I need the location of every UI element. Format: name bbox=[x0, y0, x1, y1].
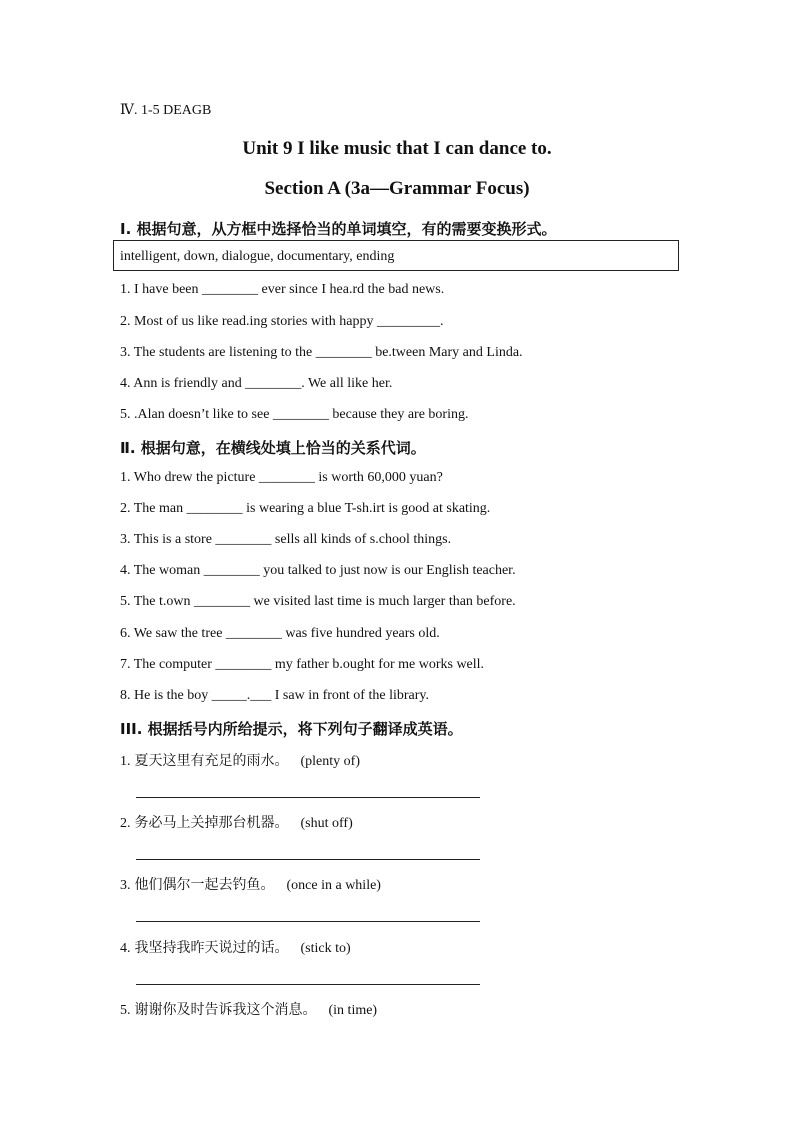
s3-hint: (stick to) bbox=[300, 941, 351, 956]
s2-question-3: 3. This is a store ________ sells all kinds of s.chool things. bbox=[120, 532, 452, 547]
s1-question-1: 1. I have been ________ ever since I hea.rd the bad news. bbox=[120, 282, 445, 297]
word-box bbox=[113, 240, 679, 271]
s3-question-2 bbox=[120, 812, 353, 832]
s1-question-4: 4. Ann is friendly and ________. We all like her. bbox=[120, 376, 393, 391]
answer-line-1[interactable] bbox=[136, 797, 480, 798]
s1-question-3: 3. The students are listening to the ________ be.tween Mary and Linda. bbox=[120, 345, 523, 360]
section-3-heading: III. 根据括号内所给提示，将下列句子翻译成英语。 bbox=[120, 720, 463, 738]
s3-hint: (plenty of) bbox=[300, 754, 360, 769]
s3-question-3 bbox=[120, 874, 381, 894]
section-1-heading: Ⅰ. 根据句意，从方框中选择恰当的单词填空，有的需要变换形式。 bbox=[120, 220, 557, 238]
s3-number: 3. bbox=[120, 878, 131, 893]
s2-question-5: 5. The t.own ________ we visited last time is much larger than before. bbox=[120, 594, 516, 609]
answer-key: Ⅳ. 1-5 DEAGB bbox=[120, 103, 212, 118]
s3-number: 2. bbox=[120, 816, 131, 831]
s3-question-5 bbox=[120, 999, 377, 1019]
s2-question-8: 8. He is the boy _____.___ I saw in front of the library. bbox=[120, 688, 429, 703]
s3-question-4 bbox=[120, 937, 351, 957]
answer-line-3[interactable] bbox=[136, 921, 480, 922]
s3-chinese-sentence: 我坚持我昨天说过的话。 bbox=[134, 940, 289, 956]
page-subtitle: Section A (3a—Grammar Focus) bbox=[264, 178, 530, 199]
s3-chinese-sentence: 务必马上关掉那台机器。 bbox=[134, 815, 289, 831]
word-box-text: intelligent, down, dialogue, documentary, ending bbox=[120, 249, 395, 264]
s3-chinese-sentence: 夏天这里有充足的雨水。 bbox=[134, 753, 289, 769]
answer-line-2[interactable] bbox=[136, 859, 480, 860]
s2-question-2: 2. The man ________ is wearing a blue T-sh.irt is good at skating. bbox=[120, 501, 491, 516]
s2-question-7: 7. The computer ________ my father b.ought for me works well. bbox=[120, 657, 485, 672]
s3-chinese-sentence: 谢谢你及时告诉我这个消息。 bbox=[134, 1002, 317, 1018]
s1-question-5: 5. .Alan doesn’t like to see ________ because they are boring. bbox=[120, 407, 469, 422]
answer-line-4[interactable] bbox=[136, 984, 480, 985]
s3-number: 1. bbox=[120, 754, 131, 769]
s1-question-2: 2. Most of us like read.ing stories with happy _________. bbox=[120, 314, 444, 329]
s3-number: 4. bbox=[120, 941, 131, 956]
section-2-heading: Ⅱ. 根据句意，在横线处填上恰当的关系代词。 bbox=[120, 439, 426, 457]
s2-question-1: 1. Who drew the picture ________ is worth 60,000 yuan? bbox=[120, 470, 443, 485]
s3-hint: (shut off) bbox=[300, 816, 353, 831]
s2-question-6: 6. We saw the tree ________ was five hundred years old. bbox=[120, 626, 440, 641]
s3-hint: (once in a while) bbox=[286, 878, 381, 893]
s3-hint: (in time) bbox=[328, 1003, 378, 1018]
s3-question-1 bbox=[120, 750, 360, 770]
page-title: Unit 9 I like music that I can dance to. bbox=[242, 138, 552, 159]
s3-number: 5. bbox=[120, 1003, 131, 1018]
s2-question-4: 4. The woman ________ you talked to just now is our English teacher. bbox=[120, 563, 516, 578]
s3-chinese-sentence: 他们偶尔一起去钓鱼。 bbox=[134, 877, 275, 893]
